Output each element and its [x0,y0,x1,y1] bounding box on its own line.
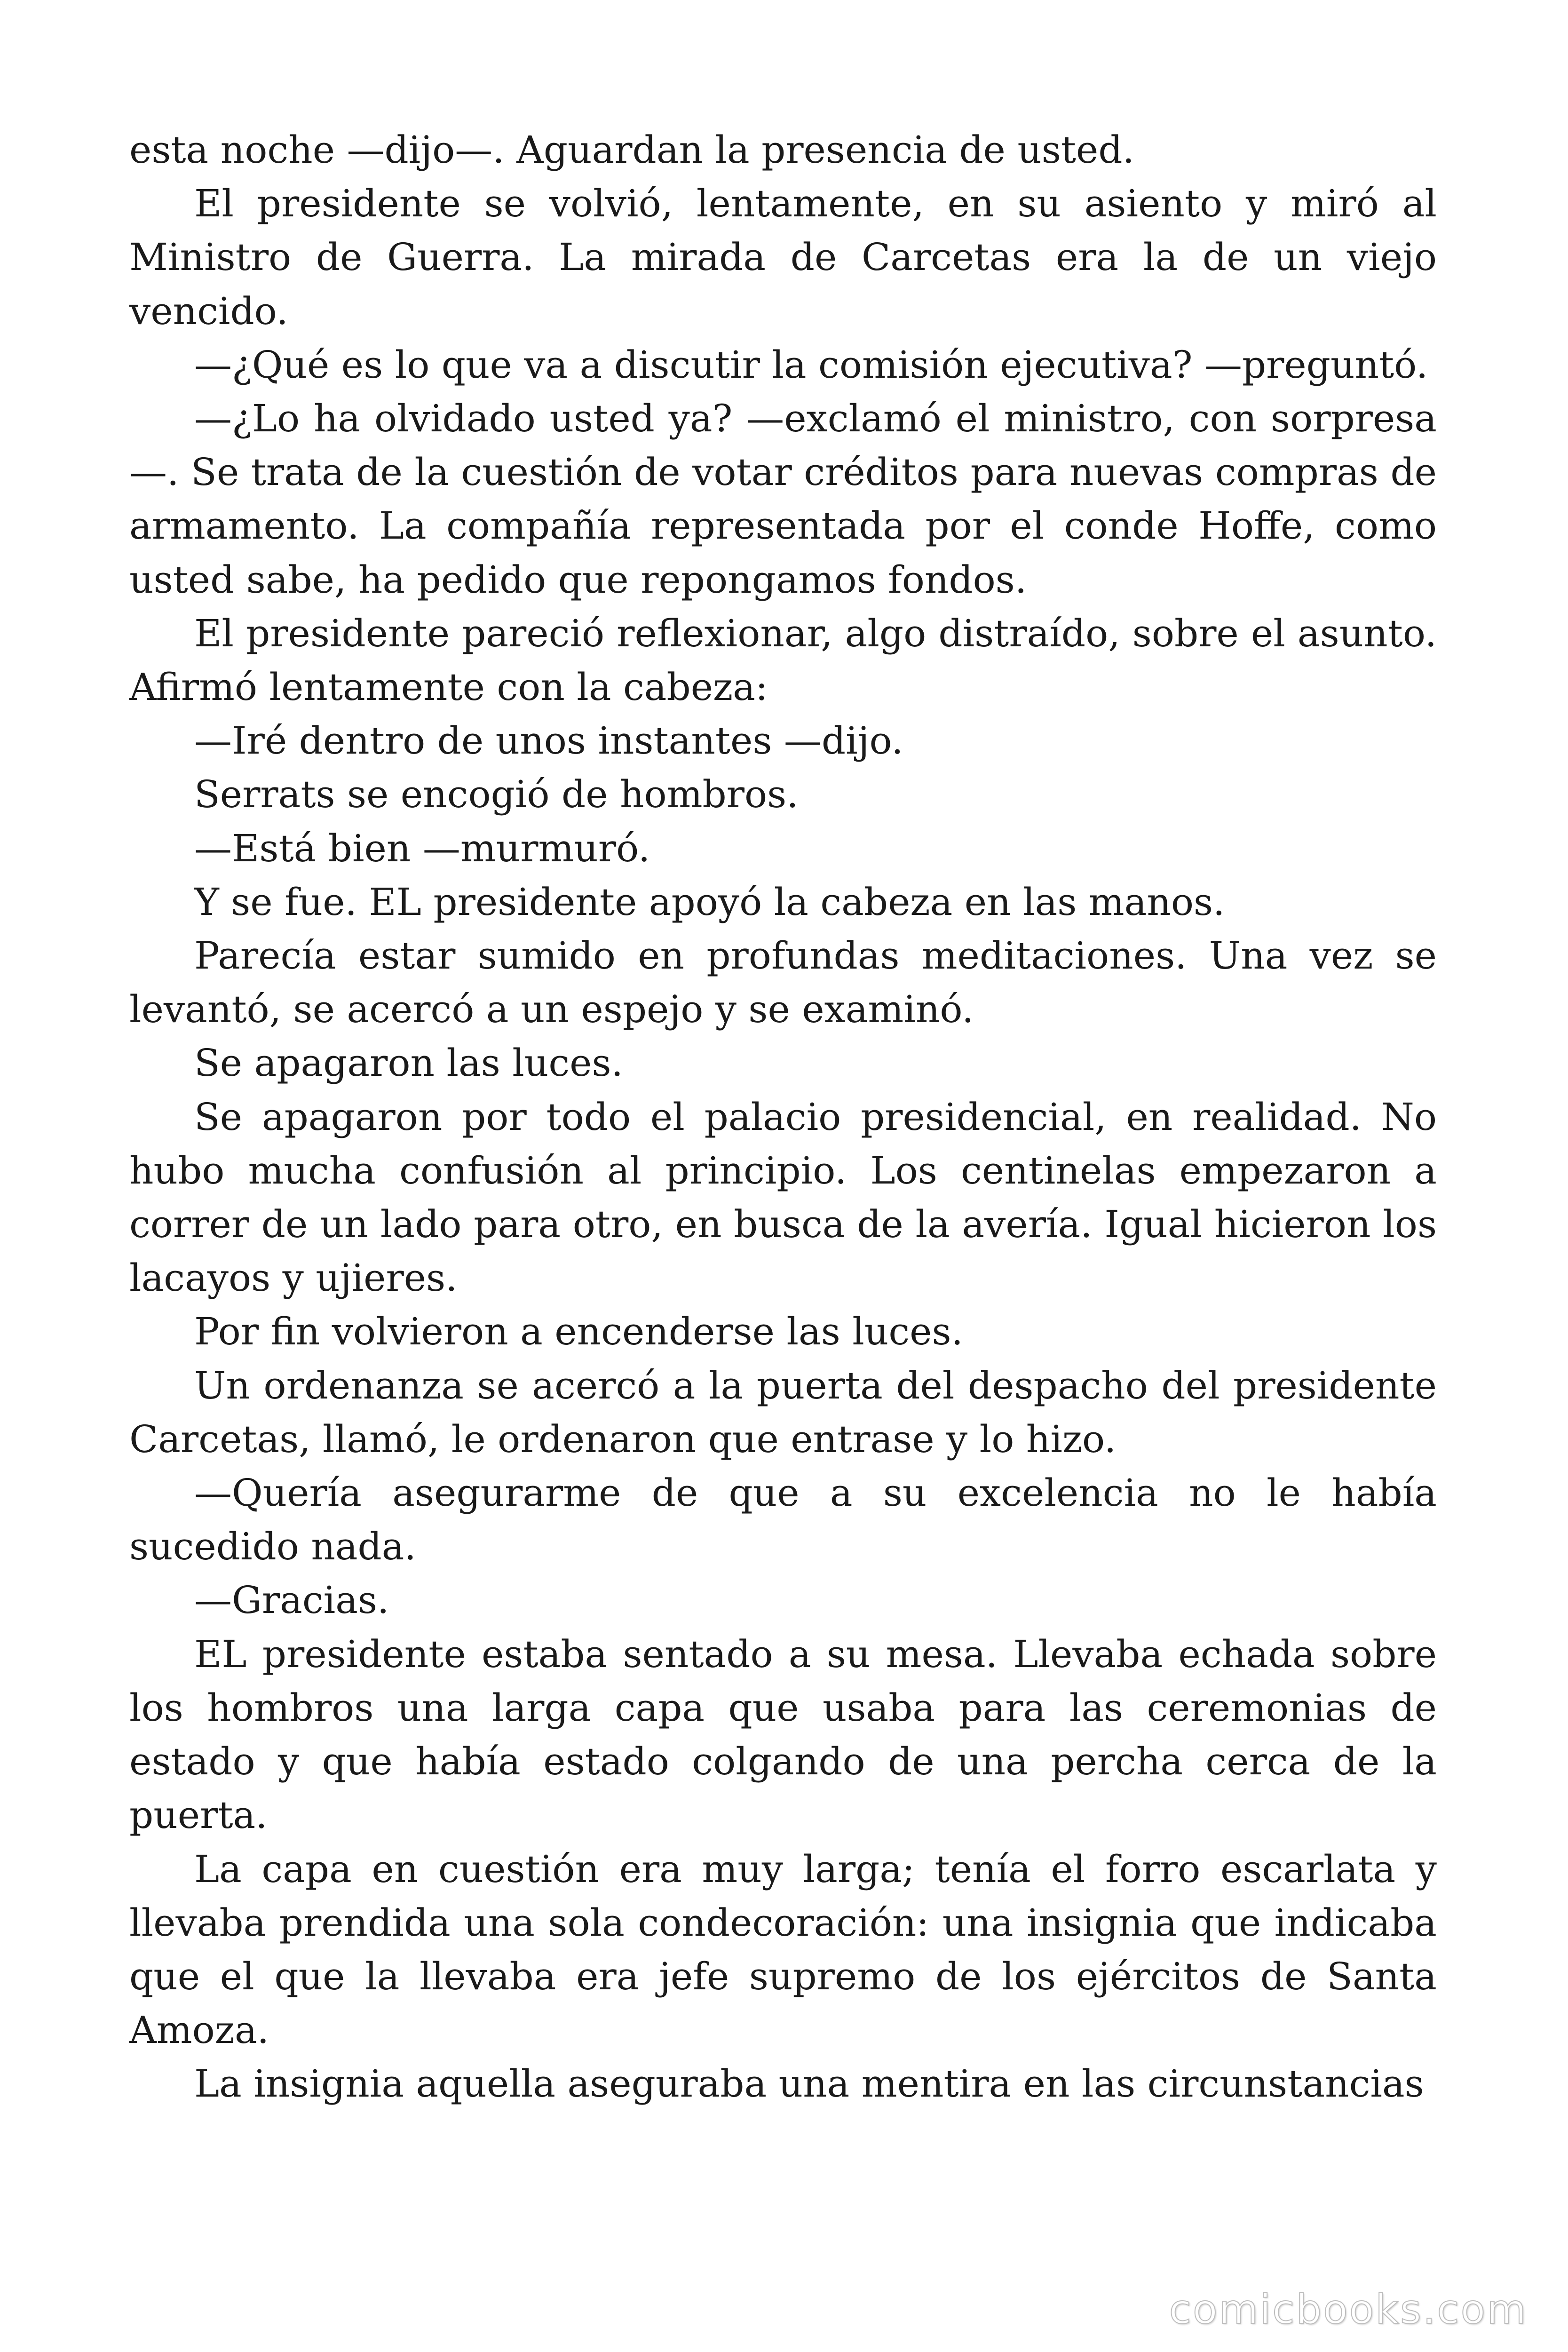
paragraph: —¿Lo ha olvidado usted ya? —exclamó el ministro, con sorpresa —. Se trata de la cuestión de votar créditos para nuevas compras de armamento. La compañía representada por el conde Hoffe, como usted sabe, ha pedido que repongamos fondos. [129,397,1437,602]
paragraph: El presidente se volvió, lentamente, en su asiento y miró al Ministro de Guerra. La mirada de Carcetas era la de un viejo vencido. [129,182,1437,333]
paragraph: La insignia aquella aseguraba una mentira en las circunstancias [194,2062,1424,2106]
paragraph: —Iré dentro de unos instantes —dijo. [194,719,903,763]
paragraph: Se apagaron por todo el palacio presidencial, en realidad. No hubo mucha confusión al principio. Los centinelas empezaron a correr de un lado para otro, en busca de la avería. Igual hicieron los lacayos y ujieres. [129,1095,1437,1300]
paragraph: Se apagaron las luces. [194,1041,623,1085]
paragraph: Serrats se encogió de hombros. [194,772,799,817]
paragraph: —Gracias. [194,1578,389,1622]
paragraph: Y se fue. EL presidente apoyó la cabeza en las manos. [194,880,1225,924]
watermark: comicbooks.com [1169,2286,1528,2333]
paragraph: —¿Qué es lo que va a discutir la comisión ejecutiva? —preguntó. [194,342,1428,387]
paragraph: esta noche —dijo—. Aguardan la presencia de usted. [129,128,1135,172]
paragraph: Un ordenanza se acercó a la puerta del despacho del presidente Carcetas, llamó, le ordenaron que entrase y lo hizo. [129,1363,1437,1461]
paragraph: Por fin volvieron a encenderse las luces. [194,1310,963,1354]
paragraph: —Quería asegurarme de que a su excelencia no le había sucedido nada. [129,1471,1437,1569]
paragraph: Parecía estar sumido en profundas meditaciones. Una vez se levantó, se acercó a un espejo y se examinó. [129,934,1437,1032]
paragraph: La capa en cuestión era muy larga; tenía el forro escarlata y llevaba prendida una sola condecoración: una insignia que indicaba que el que la llevaba era jefe supremo de los ejércitos de Santa Amoza. [129,1847,1437,2052]
paragraph: EL presidente estaba sentado a su mesa. Llevaba echada sobre los hombros una larga capa que usaba para las ceremonias de estado y que había estado colgando de una percha cerca de la puerta. [129,1632,1437,1837]
paragraph: El presidente pareció reflexionar, algo distraído, sobre el asunto. Afirmó lentamente con la cabeza: [129,611,1437,709]
paragraph: —Está bien —murmuró. [194,826,650,870]
book-page-text [129,123,1437,2111]
